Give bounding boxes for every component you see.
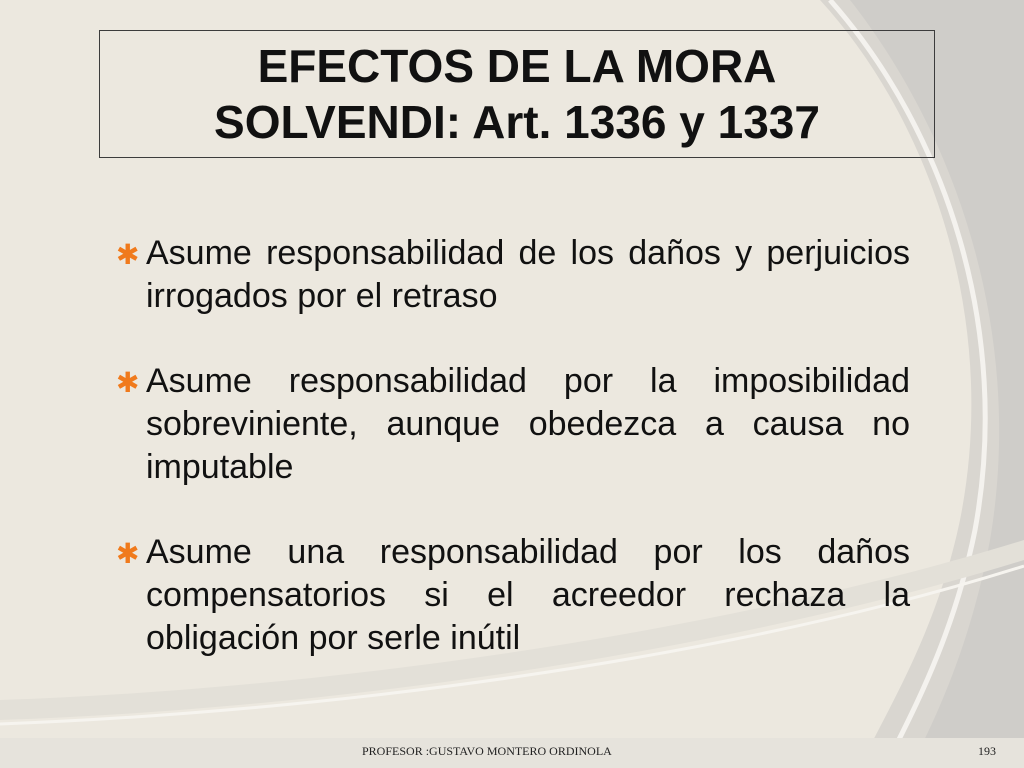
asterisk-bullet-icon: ✱ [116, 366, 140, 399]
asterisk-bullet-icon: ✱ [116, 238, 140, 271]
footer [0, 744, 1024, 760]
title-line-1: EFECTOS DE LA MORA [257, 40, 777, 92]
bullet-text: Asume responsabilidad por la imposibilidad sobreviniente, aunque obedezca a causa no imputable [146, 362, 910, 486]
bullet-item [116, 360, 910, 489]
page-number: 193 [978, 744, 996, 758]
bullet-list [116, 232, 910, 660]
title-box [99, 30, 935, 158]
title-line-2: SOLVENDI: Art. 1336 y 1337 [214, 96, 820, 148]
bullet-item [116, 531, 910, 660]
asterisk-bullet-icon: ✱ [116, 537, 140, 570]
bullet-text: Asume una responsabilidad por los daños compensatorios si el acreedor rechaza la obligación por serle inútil [146, 533, 910, 657]
footer-author: PROFESOR :GUSTAVO MONTERO ORDINOLA [362, 744, 612, 758]
bullet-text: Asume responsabilidad de los daños y perjuicios irrogados por el retraso [146, 234, 910, 315]
bullet-item [116, 232, 910, 318]
